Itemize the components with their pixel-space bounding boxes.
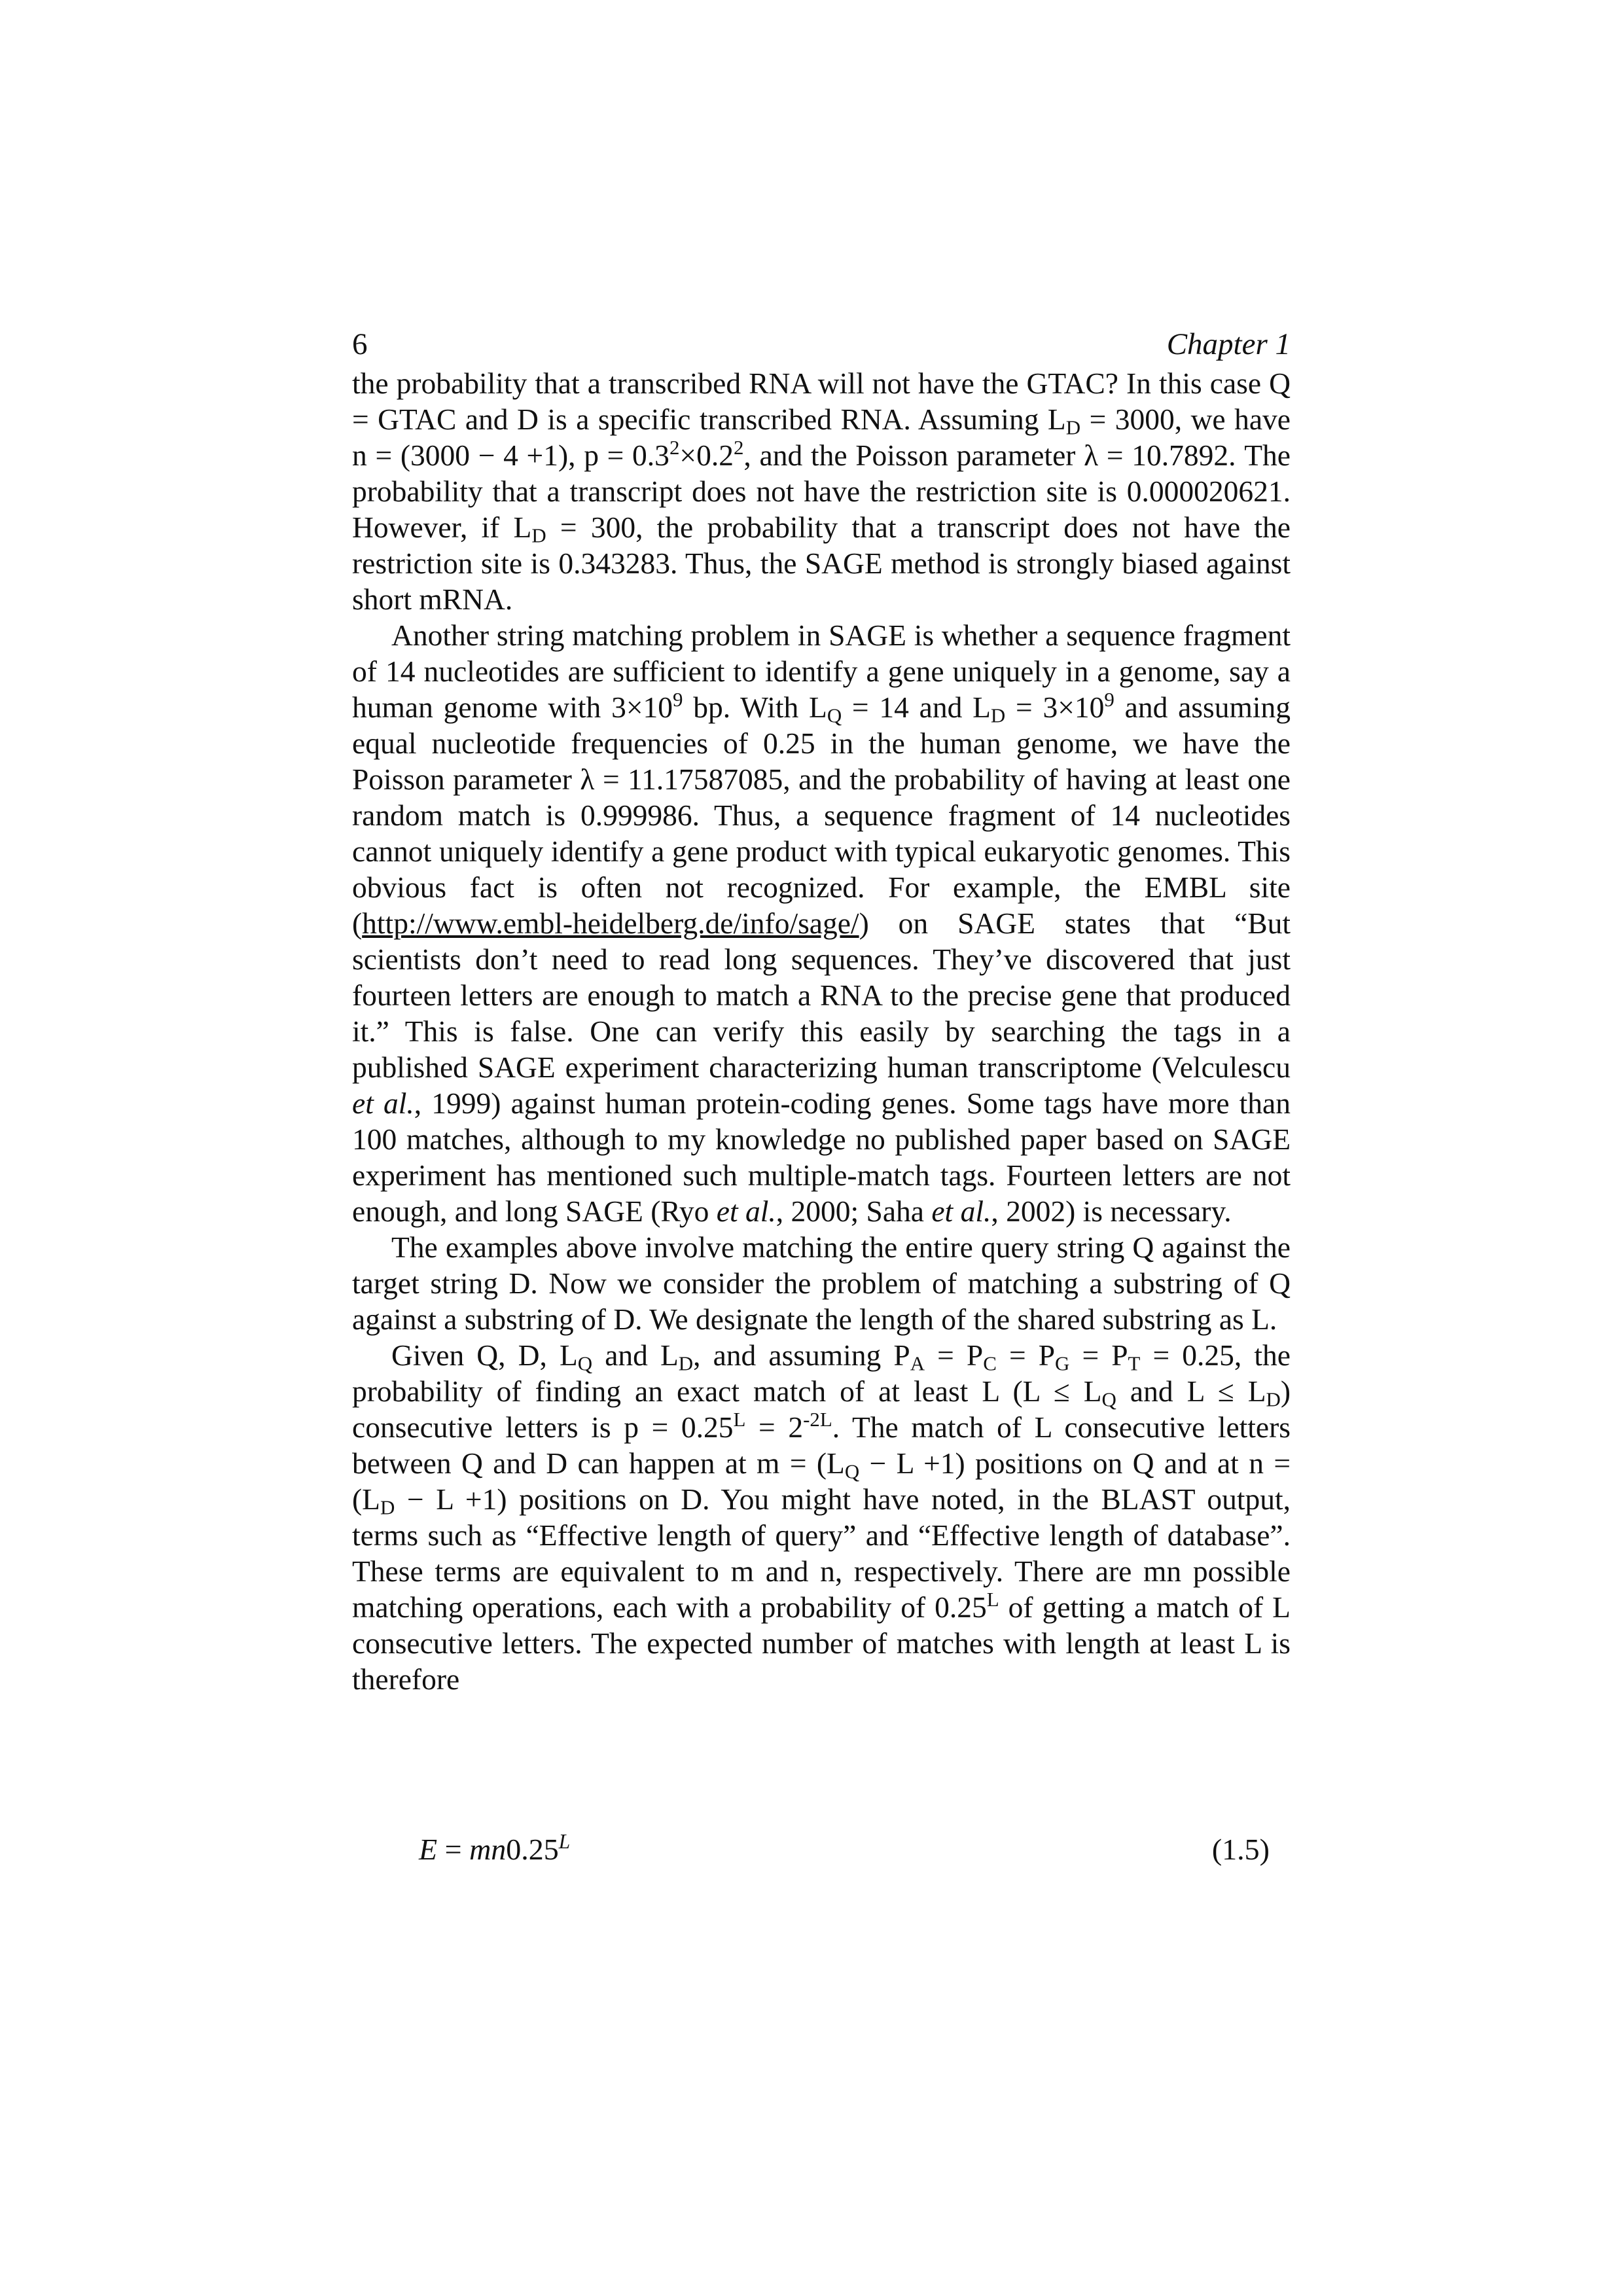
italic-citation: et al. (352, 1086, 414, 1120)
subscript: G (1055, 1352, 1070, 1375)
subscript: D (380, 1496, 395, 1519)
text-run: of getting a match of L consecutive letters. The expected number of matches with length at least L is therefore (352, 1590, 1291, 1696)
paragraph-4 (352, 1337, 1291, 1697)
superscript: 9 (1104, 687, 1115, 711)
equation-base: 0.25 (506, 1833, 559, 1866)
equals-sign: = (437, 1833, 470, 1866)
body-text (352, 365, 1291, 1697)
text-run: ×0.2 (679, 439, 734, 472)
subscript: D (678, 1352, 694, 1375)
equation-mn: mn (469, 1833, 507, 1866)
superscript: 2 (669, 435, 680, 459)
embl-sage-link[interactable]: http://www.embl-heidelberg.de/info/sage/ (362, 906, 859, 940)
subscript: T (1128, 1352, 1141, 1375)
subscript: Q (577, 1352, 593, 1375)
text-run: . The match of L consecutive letters between Q and D can happen at m = (L (352, 1410, 1291, 1480)
subscript: Q (1101, 1388, 1116, 1411)
text-run: Given Q, D, L (391, 1338, 578, 1372)
text-run: and L ≤ L (1116, 1374, 1266, 1408)
text-run: and assuming equal nucleotide frequencies of 0.25 in the human genome, we have the Poisson parameter λ = 11.17587085, and the probability of having at least one random match is 0.999986. Thus, a sequence fragment of 14 nucleotides cannot uniquely identify a gene product with typical eukaryotic genomes. This obvious fact is often not recognized. For example, the EMBL site ( (352, 691, 1291, 940)
text-run: , 1999) against human protein-coding genes. Some tags have more than 100 matches, although to my knowledge no published paper based on SAGE experiment has mentioned such multiple-match tags. Fourteen letters are not enough, and long SAGE (Ryo (352, 1086, 1291, 1228)
text-run: , and the Poisson parameter λ = 10.7892. The probability that a transcript does not have the restriction site is 0.000020621. However, if L (352, 439, 1291, 544)
text-run: , and assuming P (693, 1338, 910, 1372)
text-run: bp. With L (683, 691, 827, 724)
text-run: the probability that a transcribed RNA will not have the GTAC? In this case Q = GTAC and D is a specific transcribed RNA. Assuming L (352, 367, 1291, 436)
subscript: D (1065, 416, 1081, 439)
superscript: -2L (803, 1407, 832, 1431)
subscript: C (983, 1352, 997, 1375)
subscript: D (1266, 1388, 1281, 1411)
text-run: = 14 and L (842, 691, 991, 724)
equation-lhs: E (419, 1833, 438, 1866)
paragraph-3 (352, 1229, 1291, 1337)
superscript: 2 (733, 435, 744, 459)
text-run: − L +1) positions on D. You might have noted, in the BLAST output, terms such as “Effective length of query” and “Effective length of database”. These terms are equivalent to m and n, respectively. There are mn possible matching operations, each with a probability of 0.25 (352, 1482, 1291, 1624)
subscript: Q (827, 704, 842, 727)
chapter-label: Chapter 1 (1166, 327, 1291, 361)
equation-number: (1.5) (1211, 1833, 1270, 1866)
text-run: ) on SAGE states that “But scientists don’t need to read long sequences. They’ve discovered that just fourteen letters are enough to match a RNA to the precise gene that produced it.” This is false. One can verify this easily by searching the tags in a published SAGE experiment characterizing human transcriptome (Velculescu (352, 906, 1291, 1084)
paragraph-2 (352, 617, 1291, 1229)
text-run: , 2000; Saha (776, 1194, 932, 1228)
subscript: Q (844, 1460, 860, 1483)
text-run: , 2002) is necessary. (991, 1194, 1232, 1228)
text-run: ) consecutive letters is p = 0.25 (352, 1374, 1291, 1444)
equation-1-5 (419, 1830, 1270, 1869)
page-header (352, 325, 1291, 364)
text-run: = 0.25, the probability of finding an exact match of at least L (L ≤ L (352, 1338, 1291, 1408)
superscript: 9 (673, 687, 683, 711)
text-run: Another string matching problem in SAGE is whether a sequence fragment of 14 nucleotides are sufficient to identify a gene uniquely in a genome, say a human genome with 3×10 (352, 619, 1291, 724)
subscript: A (910, 1352, 925, 1375)
text-run: = 2 (745, 1410, 804, 1444)
superscript: L (986, 1587, 999, 1611)
text-run: = P (925, 1338, 984, 1372)
italic-citation: et al. (931, 1194, 991, 1228)
text-run: The examples above involve matching the entire query string Q against the target string D. Now we consider the problem of matching a substring of Q against a substring of D. We designate the length of the shared substring as L. (352, 1230, 1291, 1336)
page-number: 6 (352, 327, 368, 361)
equation-formula (419, 1830, 570, 1869)
superscript: L (733, 1407, 746, 1431)
text-run: = 3×10 (1005, 691, 1105, 724)
subscript: D (531, 524, 546, 547)
text-run: = 3000, we have n = (3000 − 4 +1), p = 0.3 (352, 403, 1291, 472)
italic-citation: et al. (716, 1194, 776, 1228)
equation-exponent: L (558, 1829, 571, 1853)
text-run: and L (592, 1338, 679, 1372)
text-run: = P (1069, 1338, 1128, 1372)
text-run: = P (996, 1338, 1056, 1372)
subscript: D (990, 704, 1006, 727)
text-run: = 300, the probability that a transcript does not have the restriction site is 0.343283. Thus, the SAGE method is strongly biased against short mRNA. (352, 511, 1291, 616)
paragraph-1 (352, 365, 1291, 617)
text-run: − L +1) positions on Q and at n = (L (352, 1446, 1291, 1516)
